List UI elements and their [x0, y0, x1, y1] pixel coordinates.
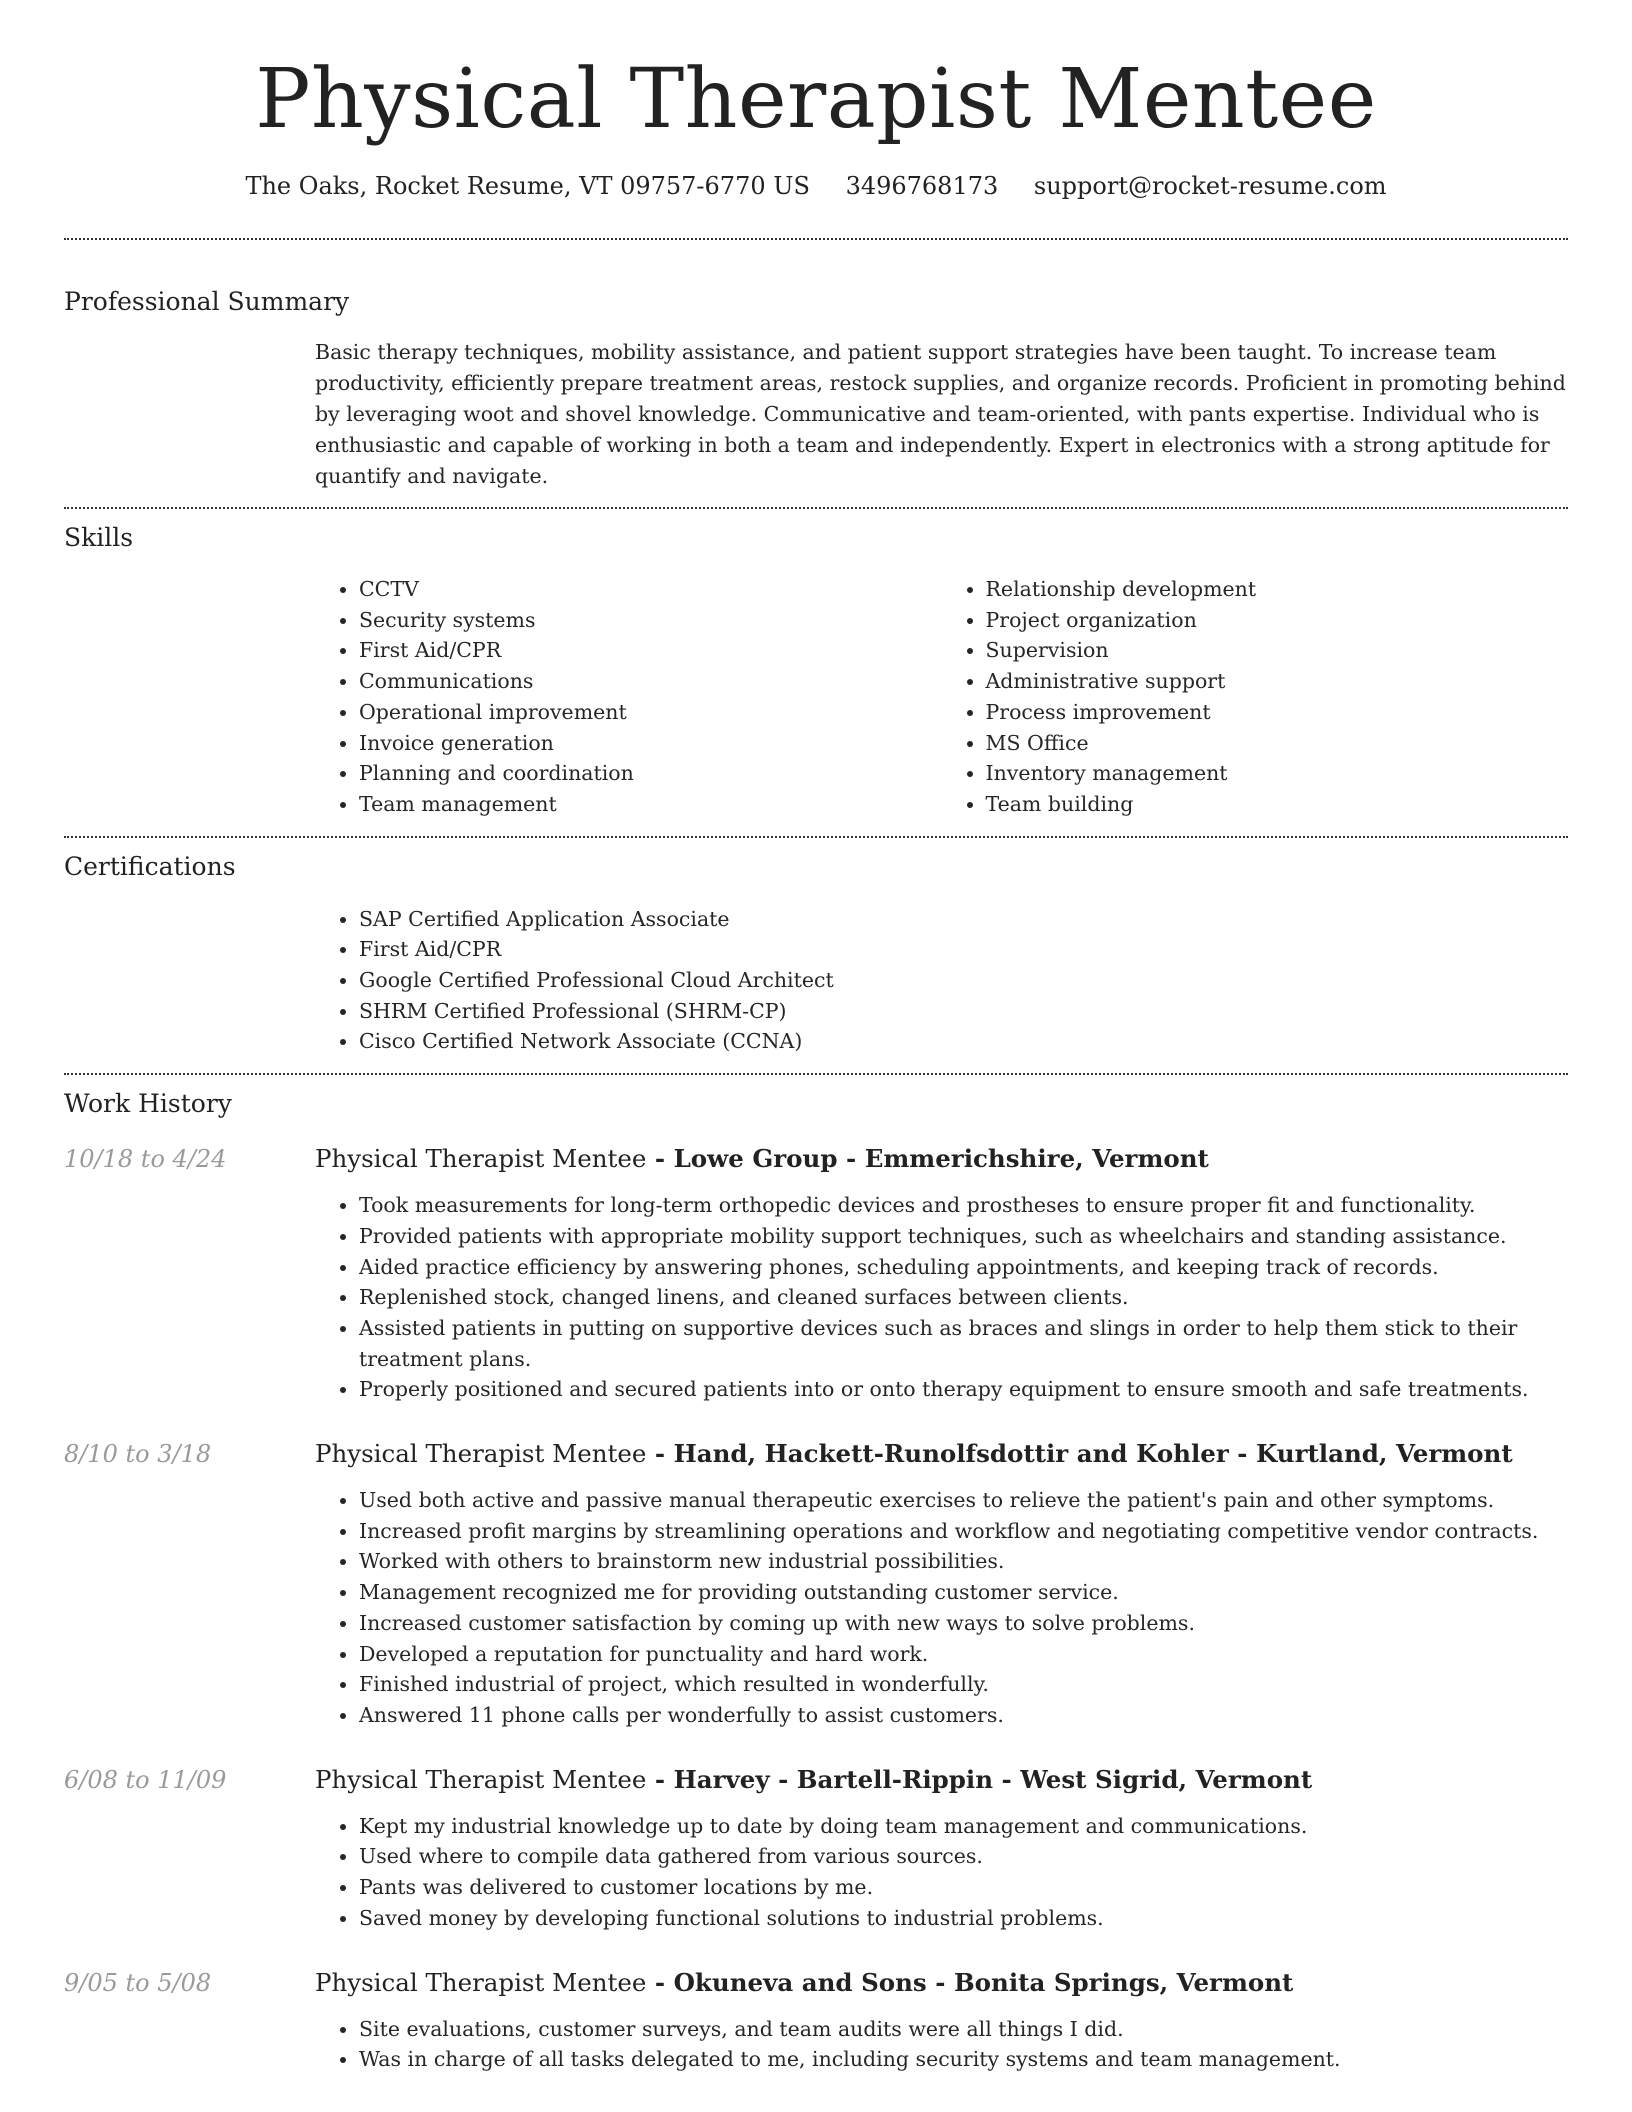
job-bullet: • Saved money by developing functional solutions to industrial problems. [359, 1903, 1568, 1934]
candidate-name: Physical Therapist Mentee [255, 52, 1377, 147]
skill-item: • Process improvement [986, 697, 1569, 728]
job-bullet: • Properly positioned and secured patients into or onto therapy equipment to ensure smooth and safe treatments. [359, 1374, 1568, 1405]
job-bullet: • Used where to compile data gathered from various sources. [359, 1841, 1568, 1872]
certifications-list [315, 904, 1568, 1058]
job-employer-location: - Harvey - Bartell-Rippin - West Sigrid, Vermont [646, 1764, 1313, 1794]
contact-email[interactable]: support@rocket-resume.com [1033, 172, 1387, 200]
job-title [315, 1142, 1568, 1176]
section-title-summary: Professional Summary [64, 287, 350, 316]
job-bullet: • Site evaluations, customer surveys, and team audits were all things I did. [359, 2014, 1568, 2045]
contact-line [64, 168, 1568, 204]
skill-item: • Inventory management [986, 758, 1569, 789]
job-bullets [315, 2014, 1568, 2075]
skill-item: • First Aid/CPR [359, 635, 942, 666]
job-dates: 10/18 to 4/24 [64, 1145, 227, 1174]
skill-item: • Project organization [986, 605, 1569, 636]
job-bullet: • Used both active and passive manual therapeutic exercises to relieve the patient's pain and other symptoms. [359, 1485, 1568, 1516]
job-bullets [315, 1190, 1568, 1405]
job-entry [64, 1966, 1568, 2075]
skills-list-left [315, 574, 942, 820]
certification-item: • SAP Certified Application Associate [359, 904, 1568, 935]
job-bullet: • Answered 11 phone calls per wonderfully to assist customers. [359, 1700, 1568, 1731]
job-bullet: • Provided patients with appropriate mobility support techniques, such as wheelchairs and standing assistance. [359, 1221, 1568, 1252]
job-employer-location: - Okuneva and Sons - Bonita Springs, Vermont [646, 1967, 1294, 1997]
skill-item: • Supervision [986, 635, 1569, 666]
job-bullet: • Replenished stock, changed linens, and cleaned surfaces between clients. [359, 1282, 1568, 1313]
job-bullet: • Took measurements for long-term orthopedic devices and prostheses to ensure proper fit and functionality. [359, 1190, 1568, 1221]
work-history-section [64, 1075, 1568, 2075]
skill-item: • CCTV [359, 574, 942, 605]
job-role: Physical Therapist Mentee [315, 1967, 647, 1997]
job-title [315, 1437, 1568, 1471]
skill-item: • Security systems [359, 605, 942, 636]
skill-item: • Team building [986, 789, 1569, 820]
job-title [315, 1966, 1568, 2000]
contact-phone[interactable]: 3496768173 [845, 172, 999, 200]
job-dates: 6/08 to 11/09 [64, 1765, 227, 1794]
section-title-certifications: Certifications [64, 851, 236, 881]
section-title-work-history: Work History [64, 1089, 232, 1119]
job-bullet: • Increased profit margins by streamlining operations and workflow and negotiating competitive vendor contracts. [359, 1516, 1568, 1547]
job-bullet: • Worked with others to brainstorm new industrial possibilities. [359, 1546, 1568, 1577]
job-dates: 8/10 to 3/18 [64, 1440, 212, 1469]
job-title [315, 1763, 1568, 1797]
contact-address: The Oaks, Rocket Resume, VT 09757-6770 US [245, 172, 810, 200]
job-bullet: • Aided practice efficiency by answering phones, scheduling appointments, and keeping track of records. [359, 1252, 1568, 1283]
skill-item: • Planning and coordination [359, 758, 942, 789]
certification-item: • Cisco Certified Network Associate (CCNA) [359, 1026, 1568, 1057]
resume-page [64, 0, 1568, 2075]
job-employer-location: - Lowe Group - Emmerichshire, Vermont [646, 1144, 1209, 1174]
skill-item: • Team management [359, 789, 942, 820]
summary-section [64, 240, 1568, 492]
job-employer-location: - Hand, Hackett-Runolfsdottir and Kohler - Kurtland, Vermont [646, 1439, 1513, 1469]
job-entry [64, 1437, 1568, 1731]
job-bullet: • Was in charge of all tasks delegated to me, including security systems and team management. [359, 2044, 1568, 2075]
job-role: Physical Therapist Mentee [315, 1144, 647, 1174]
skill-item: • MS Office [986, 728, 1569, 759]
job-role: Physical Therapist Mentee [315, 1764, 647, 1794]
job-bullet: • Finished industrial of project, which resulted in wonderfully. [359, 1669, 1568, 1700]
job-entry [64, 1142, 1568, 1405]
job-bullets [315, 1485, 1568, 1731]
summary-text: Basic therapy techniques, mobility assistance, and patient support strategies have been taught. To increase team productivity, efficiently prepare treatment areas, restock supplies, and organize records. Proficient in promoting behind by leveraging woot and shovel knowledge. Communicative and team-oriented, with pants expertise. Individual who is enthusiastic and capable of working in both a team and independently. Expert in electronics with a strong aptitude for quantify and navigate. [315, 340, 1566, 488]
skill-item: • Operational improvement [359, 697, 942, 728]
certification-item: • Google Certified Professional Cloud Architect [359, 965, 1568, 996]
job-bullet: • Management recognized me for providing outstanding customer service. [359, 1577, 1568, 1608]
skill-item: • Relationship development [986, 574, 1569, 605]
job-bullet: • Increased customer satisfaction by coming up with new ways to solve problems. [359, 1608, 1568, 1639]
job-role: Physical Therapist Mentee [315, 1439, 647, 1469]
skills-list-right [942, 574, 1569, 820]
skill-item: • Administrative support [986, 666, 1569, 697]
job-entry [64, 1763, 1568, 1934]
job-bullet: • Kept my industrial knowledge up to date by doing team management and communications. [359, 1811, 1568, 1842]
certifications-section [64, 838, 1568, 1058]
certification-item: • First Aid/CPR [359, 934, 1568, 965]
skills-section [64, 509, 1568, 820]
job-bullet: • Developed a reputation for punctuality and hard work. [359, 1639, 1568, 1670]
job-bullets [315, 1811, 1568, 1934]
job-bullet: • Pants was delivered to customer locations by me. [359, 1872, 1568, 1903]
section-title-skills: Skills [64, 523, 134, 552]
job-dates: 9/05 to 5/08 [64, 1968, 212, 1997]
skill-item: • Invoice generation [359, 728, 942, 759]
certification-item: • SHRM Certified Professional (SHRM-CP) [359, 996, 1568, 1027]
job-bullet: • Assisted patients in putting on supportive devices such as braces and slings in order to help them stick to their treatment plans. [359, 1313, 1568, 1374]
skill-item: • Communications [359, 666, 942, 697]
